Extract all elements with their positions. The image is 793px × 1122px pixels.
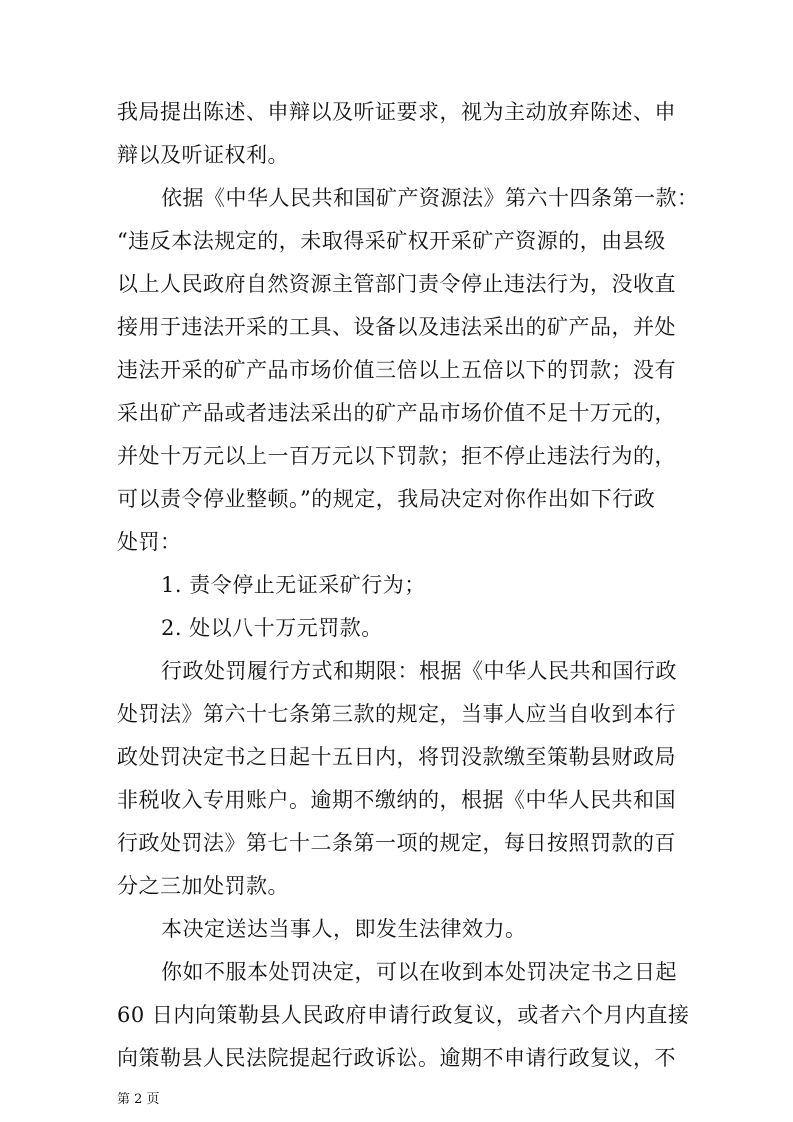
paragraph-first-line: 本决定送达当事人，即发生法律效力。 [161,917,527,941]
body-text-line: 以上人民政府自然资源主管部门责令停止违法行为，没收直 [117,272,676,296]
body-text-line: 向策勒县人民法院提起行政诉讼。逾期不申请行政复议，不 [117,1046,676,1070]
page-number-footer: 第 2 页 [117,1092,160,1107]
penalty-item-1: 1. 责令停止无证采矿行为； [161,573,426,597]
body-text-line: 辩以及听证权利。 [117,143,289,167]
paragraph-first-line: 你如不服本处罚决定，可以在收到本处罚决定书之日起 [161,960,677,984]
body-text-line: 我局提出陈述、申辩以及听证要求，视为主动放弃陈述、申 [117,100,676,124]
body-text-line: 60 日内向策勒县人民政府申请行政复议，或者六个月内直接 [117,1003,690,1027]
body-text-line: 并处十万元以上一百万元以下罚款；拒不停止违法行为的， [117,444,676,468]
body-text-line: 接用于违法开采的工具、设备以及违法采出的矿产品，并处 [117,315,676,339]
body-text-line: 违法开采的矿产品市场价值三倍以上五倍以下的罚款；没有 [117,358,676,382]
body-text-line: 政处罚决定书之日起十五日内，将罚没款缴至策勒县财政局 [117,745,676,769]
body-text-line: “违反本法规定的，未取得采矿权开采矿产资源的，由县级 [117,229,666,253]
body-text-line: 处罚法》第六十七条第三款的规定，当事人应当自收到本行 [117,702,676,726]
paragraph-first-line: 行政处罚履行方式和期限：根据《中华人民共和国行政 [161,659,677,683]
body-text-line: 分之三加处罚款。 [117,874,289,898]
body-text-line: 非税收入专用账户。逾期不缴纳的，根据《中华人民共和国 [117,788,676,812]
paragraph-first-line: 依据《中华人民共和国矿产资源法》第六十四条第一款： [161,186,699,210]
body-text-line: 可以责令停业整顿。”的规定，我局决定对你作出如下行政 [117,487,656,511]
body-text-line: 行政处罚法》第七十二条第一项的规定，每日按照罚款的百 [117,831,676,855]
body-text-line: 处罚： [117,530,182,554]
body-text-line: 采出矿产品或者违法采出的矿产品市场价值不足十万元的， [117,401,676,425]
penalty-item-2: 2. 处以八十万元罚款。 [161,616,383,640]
